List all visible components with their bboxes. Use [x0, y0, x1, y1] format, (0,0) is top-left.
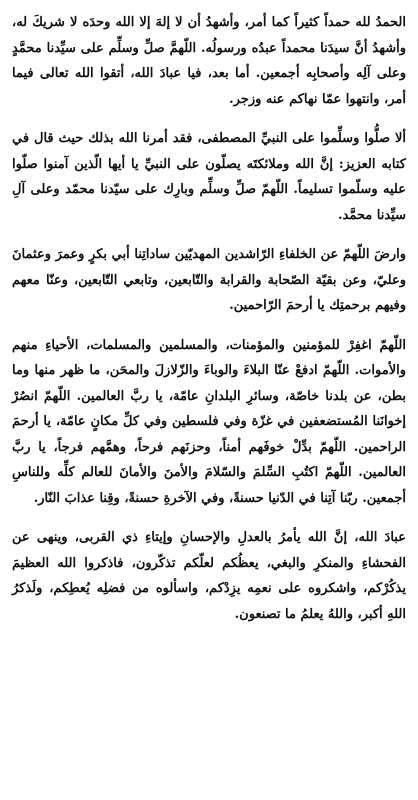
supplication-paragraph: [12, 333, 406, 512]
caliphs-text: وارضَ اللّهمّ عن الخلفاءِ الرّاشدين المهديّين ساداتِنا أبي بكرٍ وعمرَ وعثمانَ وعليّ، وعن بقيّة الصّحابة والقرابة والتّابعين، وتابعي التّابعين، وعنّا معهم وفيهم برحمتِك يا أرحمَ الرّاحمين.: [12, 247, 406, 313]
salawat-text: ألا صلُّوا وسلِّموا على النبيِّ المصطفى، فقد أمرنا الله بذلك حيث قال في كتابه العزيز: إنَّ الله وملائكتَه يصلّون على النبيِّ يا أيها الّذين آمنوا صلّوا عليه وسلّموا تسليماً. اللّهمّ صلِّ وسلِّم وبارِك على سيّدنا محمّد وعلى آلِ سيِّدنا محمَّد.: [12, 131, 406, 223]
supplication-hereafter: ربّنا آتِنا في الدّنيا حسنةً، وفي الآخرةِ حسنةً، وقِنا عذابَ النّار.: [33, 490, 363, 506]
caliphs-paragraph: [12, 242, 406, 319]
opening-text: الحمدُ لله حمداً كثيراً كما أمر، وأشهدُ أن لا إلهَ إلا الله وحدَه لا شريكَ له، وأشهدُ أنَّ سيدَنا محمداً عبدُه ورسولُه. اللّهمَّ صلِّ وسلِّم على سيِّدنا محمَّدٍ وعلى آلِه وأصحابِه أجمعين. أما بعد، فيا عبادَ الله، أتقوا الله تعالى فيما أمر، وانتهوا عمّا نهاكم عنه وزجر.: [12, 15, 406, 107]
supplication-peace: اللّهمّ اكتُبِ السِّلمَ والسّلامَ والأمنَ والأمانَ للعالم كلِّه وللناسِ أجمعين.: [12, 465, 406, 506]
supplication-forgiveness: اللّهمّ اغفِرْ للمؤمنين والمؤمنات، والمسلمين والمسلمات، الأحياءِ منهم والأموات.: [12, 337, 406, 378]
supplication-gaza: اللّهمّ انصُرْ إخوانَنا المُستضعفين في غزّة وفي فلسطين وفي كلِّ مكانٍ عامّة، يا أرحمَ الراحمين.: [12, 388, 406, 455]
supplication-relief: اللّهمّ بدِّلْ خوفَهم أمناً، وحزنَهم فرحاً، وهمَّهم فرجاً، يا ربَّ العالمين.: [12, 439, 406, 480]
supplication-protection: اللّهمّ ادفعْ عنّا البلاءَ والوباءَ والزّلازلَ والمحَن، ما ظهر منها وما بطن، عن بلدنا خاصّة، وسائرِ البلدانِ عامّة، يا ربَّ العالمين.: [12, 363, 407, 404]
opening-paragraph: [12, 10, 406, 112]
closing-text: عبادَ الله، إنَّ الله يأمرُ بالعدلِ والإحسانِ وإيتاءِ ذي القربى، وينهى عن الفحشاءِ والمنكرِ والبغي، يعظُكم لعلّكم تذكّرون، فاذكروا الله العظيمَ يذكُرْكم، واشكروه على نعمِه يزِدْكم، واسألوه من فضلِه يُعطِكم، ولَذكرُ اللهِ أكبر، واللهُ يعلمُ ما تصنعون.: [12, 530, 406, 622]
salawat-paragraph: [12, 126, 406, 228]
closing-paragraph: [12, 525, 406, 627]
